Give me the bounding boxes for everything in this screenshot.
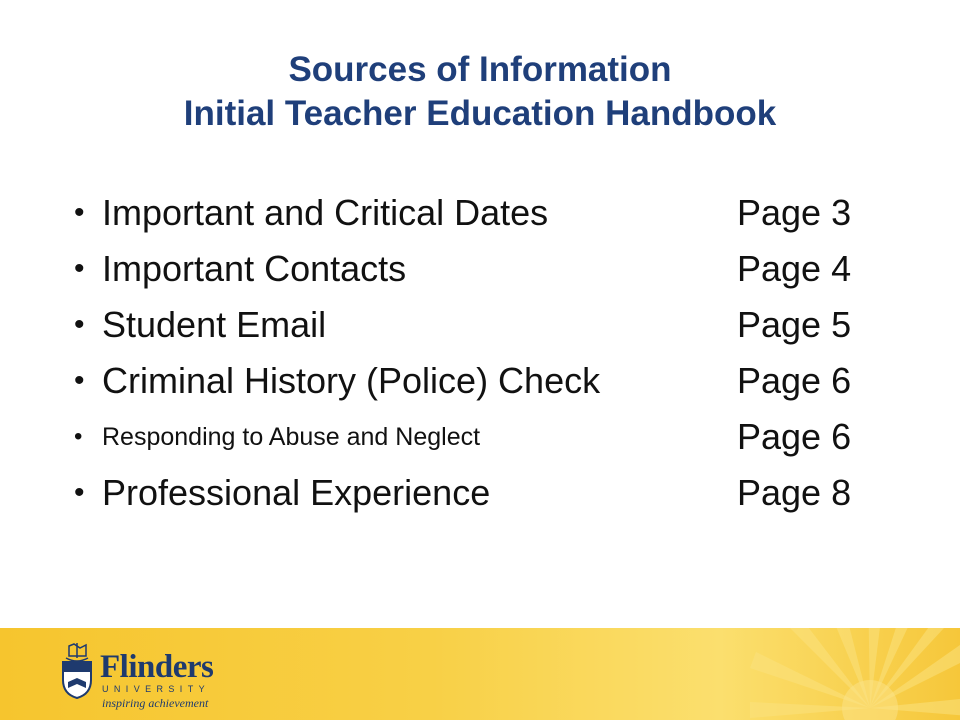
bullet: • [74, 196, 85, 229]
slide-title [0, 48, 960, 136]
bullet: • [74, 476, 85, 509]
sunburst-graphic [650, 628, 960, 720]
logo-sub: UNIVERSITY [102, 684, 211, 694]
list-item [74, 244, 894, 294]
item-page: Page 6 [737, 360, 852, 401]
item-label: Professional Experience [102, 472, 491, 513]
list-item [74, 412, 894, 462]
bullet: • [74, 364, 85, 397]
bullet: • [74, 308, 85, 341]
item-page: Page 8 [737, 472, 852, 513]
item-label: Responding to Abuse and Neglect [102, 423, 481, 451]
bullet: • [74, 423, 83, 450]
item-page: Page 5 [737, 304, 852, 345]
item-page: Page 4 [737, 248, 852, 289]
list-item [74, 188, 894, 238]
item-label: Important and Critical Dates [102, 192, 549, 233]
bullet: • [74, 252, 85, 285]
item-page: Page 6 [737, 416, 852, 457]
item-label: Student Email [102, 304, 327, 345]
title-line-1: Sources of Information [288, 50, 672, 89]
logo-name: Flinders [100, 649, 214, 685]
title-line-2: Initial Teacher Education Handbook [183, 94, 777, 133]
list-item [74, 356, 894, 406]
crest-icon [60, 642, 94, 700]
item-label: Important Contacts [102, 248, 407, 289]
logo-tagline: inspiring achievement [102, 696, 209, 710]
flinders-logo [60, 634, 230, 714]
item-label: Criminal History (Police) Check [102, 360, 601, 401]
list-item [74, 300, 894, 350]
list-item [74, 468, 894, 518]
item-page: Page 3 [737, 192, 852, 233]
